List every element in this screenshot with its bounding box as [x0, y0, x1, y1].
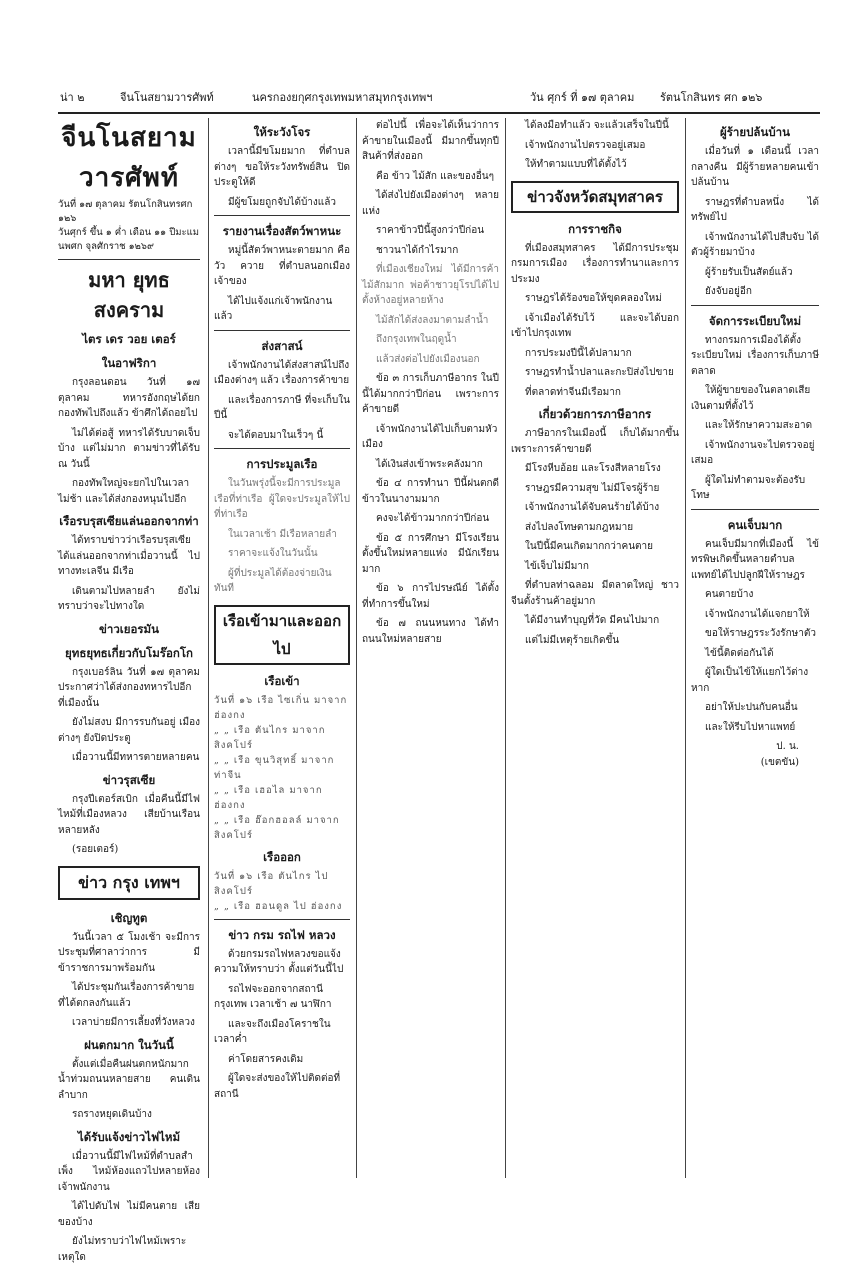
column-1	[58, 118, 200, 1263]
article-paragraph: ด้วยกรมรถไฟหลวงขอแจ้งความให้ทราบว่า ตั้งแต่วันนี้ไป	[214, 948, 344, 975]
section-heading: ผู้ร้ายปล้นบ้าน	[720, 125, 790, 139]
war-byline: ไตร เดร วอย เตอร์	[82, 332, 176, 346]
article-paragraph: ข้อ ๓ การเก็บภาษีอากร ในปีนี้ได้มากกว่าปีก่อน เพราะการค้าขายดี	[362, 373, 499, 415]
article-paragraph: รถไฟจะออกจากสถานีกรุงเทพ เวลาเช้า ๗ นาฬิกา	[214, 983, 332, 1010]
section-heading: ให้ระวังโจร	[253, 125, 311, 139]
article-paragraph: ที่ตำบลท่าฉลอม มีตลาดใหญ่ ชาวจีนตั้งร้านค้าอยู่มาก	[511, 580, 679, 607]
article-paragraph: ยังไม่ทราบว่าไฟไหม้เพราะเหตุใด	[58, 1236, 187, 1263]
article-paragraph: ได้ทราบข่าวว่าเรือรบรุสเซียได้แล่นออกจากท่าเมื่อวานนี้ ไปทางทะเลจีน มีเรือ	[58, 535, 200, 577]
article-paragraph: ในปีนี้มีคนเกิดมากกว่าคนตาย	[525, 541, 654, 552]
column-divider	[208, 118, 209, 1178]
article-paragraph: ราคาข้าวปีนี้สูงกว่าปีก่อน	[376, 225, 485, 236]
article-paragraph: ผู้ที่ประมูลได้ต้องจ่ายเงินทันที	[214, 567, 332, 594]
war-location: ในอาฟริกา	[101, 356, 157, 370]
article-paragraph: และให้รีบไปหาแพทย์	[705, 721, 796, 733]
article-paragraph: ในวันพรุ่งนี้จะมีการประมูลเรือที่ท่าเรือ ผู้ใดจะประมูลให้ไปที่ท่าเรือ	[214, 478, 350, 520]
section-heading: ได้รับแจ้งข่าวไฟไหม้	[77, 1129, 181, 1144]
article-paragraph: ทางกรมการเมืองได้ตั้งระเบียบใหม่ เรื่องการเก็บภาษีตลาด	[691, 334, 819, 377]
article-paragraph: ได้ส่งไปยังเมืองต่างๆ หลายแห่ง	[362, 190, 499, 217]
section-heading: ข่าวเยอรมัน	[99, 621, 159, 636]
section-heading: เกี่ยวด้วยการภาษีอากร	[538, 407, 652, 421]
column-divider	[356, 118, 357, 1178]
article-paragraph: ไม้สักได้ส่งลงมาตามลำน้ำ	[376, 314, 489, 326]
article-paragraph: เมื่อวานนี้มีไฟไหม้ที่ตำบลสำเพ็ง ไหม้ห้องแถวไปหลายห้อง เจ้าพนักงาน	[58, 1150, 200, 1193]
column-divider	[505, 118, 506, 1178]
article-paragraph: ได้มีงานทำบุญที่วัด มีคนไปมาก	[525, 615, 660, 626]
article-paragraph: คงจะได้ข้าวมากกว่าปีก่อน	[376, 513, 490, 524]
ship-row: วันที่ ๑๖ เรือ ตันไกร ไป สิงคโปร์	[214, 870, 329, 897]
shipping-title: เรือเข้ามาและออกไป	[214, 605, 350, 665]
article-paragraph: แล้วส่งต่อไปยังเมืองนอก	[376, 353, 480, 365]
article-paragraph: เจ้าพนักงานได้แจกยาให้	[705, 608, 810, 620]
article-paragraph: ได้ลงมือทำแล้ว จะแล้วเสร็จในปีนี้	[525, 120, 669, 131]
article-paragraph: ผู้ใดจะส่งของให้ไปติดต่อที่สถานี	[214, 1073, 341, 1100]
divider	[691, 305, 819, 306]
article-paragraph: ต่อไปนี้ เพื่อจะได้เห็นว่าการค้าขายในเมืองนี้ มีมากขึ้นทุกปี สินค้าที่ส่งออก	[362, 120, 499, 162]
article-paragraph: ผู้ใดเป็นไข้ให้แยกไว้ต่างหาก	[691, 667, 809, 694]
article-paragraph: กรุงปีเตอร์สเบิก เมื่อคืนนี้มีไฟไหม้ที่เมืองหลวง เสียบ้านเรือนหลายหลัง	[58, 793, 200, 836]
section-heading: คนเจ็บมาก	[727, 517, 783, 532]
ship-row: „ „ เรือ เฮอไล มาจาก ฮ่องกง	[214, 784, 323, 811]
city-name: กรุงเทพฯ	[390, 91, 433, 104]
article-paragraph: ได้ประชุมกันเรื่องการค้าขาย ที่ได้ตกลงกันแล้ว	[58, 982, 195, 1009]
issue-info-line: วันที่ ๑๗ ตุลาคม รัตนโกสินทรศก ๑๒๖	[58, 199, 193, 224]
article-paragraph: ถึงกรุงเทพในฤดูน้ำ	[376, 334, 457, 345]
article-paragraph: ผู้ใดไม่ทำตามจะต้องรับโทษ	[691, 474, 806, 501]
article-paragraph: ที่ตลาดท่าจีนมีเรือมาก	[525, 386, 621, 398]
article-paragraph: ราษฎรที่ตำบลหนึ่ง ได้ทรัพย์ไป	[691, 196, 819, 223]
article-paragraph: หมู่นี้สัตว์พาหนะตายมาก คือ วัว ควาย ที่ตำบลนอกเมือง เจ้าของ	[214, 245, 350, 287]
article-paragraph: ในเวลาเช้า มีเรือหลายลำ	[228, 528, 337, 540]
ship-row: วันที่ ๑๖ เรือ ไซเกิ่น มาจาก ฮ่องกง	[214, 694, 348, 721]
article-paragraph: มีผู้ขโมยถูกจับได้บ้างแล้ว	[228, 196, 336, 208]
article-paragraph: ตั้งแต่เมื่อคืนฝนตกหนักมาก น้ำท่วมถนนหลายสาย คนเดินลำบาก	[58, 1058, 200, 1101]
article-paragraph: ได้ไปดับไฟ ไม่มีคนตาย เสียของบ้าง	[58, 1201, 200, 1228]
article-paragraph: ผู้ร้ายรับเป็นสัตย์แล้ว	[705, 266, 793, 278]
article-paragraph: ไข้นี้ติดต่อกันได้	[705, 647, 774, 659]
article-paragraph: เจ้าพนักงานได้จับคนร้ายได้บ้าง	[525, 502, 660, 513]
article-paragraph: อย่าให้ปะปนกับคนอื่น	[705, 702, 798, 713]
article-paragraph: ยังจับอยู่อีก	[705, 286, 752, 297]
column-4	[511, 118, 679, 1178]
article-paragraph: ไม่ได้ต่อสู้ ทหารได้รับบาดเจ็บบ้าง แต่ไม่มาก ตามข่าวที่ได้รับ ณ วันนี้	[58, 427, 200, 470]
header-rule	[58, 112, 820, 114]
ships-in-heading: เรือเข้า	[264, 673, 300, 688]
article-paragraph: ราษฎรทำน้ำปลาและกะปิส่งไปขาย	[525, 367, 674, 378]
article-paragraph: ราษฎรได้ร้องขอให้ขุดคลองใหม่	[525, 293, 662, 304]
article-paragraph: เจ้าพนักงานได้ไปเก็บตามหัวเมือง	[362, 423, 498, 450]
column-divider	[685, 118, 686, 1178]
section-heading: การประมูลเรือ	[246, 457, 318, 471]
section-heading: เรือรบรุสเซียแล่นออกจากท่า	[59, 514, 199, 528]
article-paragraph: ค่าโดยสารคงเดิม	[228, 1053, 304, 1065]
article-paragraph: (รอยเตอร์)	[72, 844, 119, 855]
section-heading: ส่งสาสน์	[261, 338, 303, 353]
province-news-title: ข่าวจังหวัดสมุทสาคร	[511, 181, 679, 213]
article-paragraph: ขอให้ราษฎรระวังรักษาตัว	[705, 628, 816, 639]
article-paragraph: ข้อ ๕ การศึกษา มีโรงเรียนตั้งขึ้นใหม่หลายแห่ง มีนักเรียนมาก	[362, 532, 499, 575]
ship-row: „ „ เรือ ตันไกร มาจาก สิงคโปร์	[214, 724, 326, 751]
issue-year: รัตนโกสินทร ศก ๑๒๖	[660, 91, 763, 104]
article-paragraph: ให้ทำตามแบบที่ได้ตั้งไว้	[525, 159, 627, 170]
article-paragraph: และเรื่องการภาษี ที่จะเก็บในปีนี้	[214, 394, 351, 421]
article-paragraph: เมื่อวันที่ ๑ เดือนนี้ เวลากลางคืน มีผู้ร้ายหลายคนเข้าปล้นบ้าน	[691, 146, 819, 188]
article-paragraph: ราคาจะแจ้งในวันนั้น	[228, 548, 318, 559]
article-paragraph: กรุงลอนดอน วันที่ ๑๗ ตุลาคม ทหารอังกฤษได้ยกกองทัพไปถึงแล้ว ข้าศึกได้ถอยไป	[58, 377, 200, 419]
article-paragraph: คนตายบ้าง	[705, 589, 754, 600]
article-paragraph: ได้ไปแจ้งแก่เจ้าพนักงานแล้ว	[214, 295, 333, 322]
article-paragraph: และให้รักษาความสะอาด	[705, 420, 813, 431]
divider	[214, 330, 350, 331]
article-paragraph: แต่ไม่มีเหตุร้ายเกิดขึ้น	[525, 634, 620, 646]
office-name: นครกองยกุศกรุงเทพมหาสมุท	[252, 91, 390, 104]
article-paragraph: การประมงปีนี้ได้ปลามาก	[525, 347, 632, 359]
article-paragraph: คนเจ็บมีมากที่เมืองนี้ ไข้ทรพิษเกิดขึ้นหลายตำบล แพทย์ได้ไปปลูกฝีให้ราษฎร	[691, 538, 819, 581]
article-paragraph: ข้อ ๔ การทำนา ปีนี้ฝนตกดี ข้าวในนางามมาก	[362, 478, 499, 505]
article-paragraph: ได้เงินส่งเข้าพระคลังมาก	[376, 458, 483, 470]
section-heading: เชิญทูต	[110, 910, 148, 925]
article-paragraph: วันนี้เวลา ๕ โมงเช้า จะมีการประชุมที่ศาลาว่าการ มีข้าราชการมาพร้อมกัน	[58, 931, 200, 974]
article-paragraph: ที่เมืองเชียงใหม่ ได้มีการค้าไม้สักมาก พ่อค้าชาวยุโรปได้ไปตั้งห้างอยู่หลายห้าง	[362, 264, 499, 306]
section-heading: ฝนตกมาก ในวันนี้	[84, 1037, 174, 1052]
column-5	[691, 118, 819, 1178]
issue-info-line: นพศก จุลศักราช ๑๒๖๙	[58, 241, 154, 252]
paper-name: จีนโนสยามวารศัพท์	[120, 91, 214, 104]
divider	[214, 215, 350, 216]
article-paragraph: มีโรงหีบอ้อย และโรงสีหลายโรง	[525, 463, 661, 474]
issue-date: วัน ศุกร์ ที่ ๑๗ ตุลาคม	[530, 91, 635, 104]
article-paragraph: เวลานี้มีขโมยมาก ที่ตำบลต่างๆ ขอให้ระวังทรัพย์สิน ปิดประตูให้ดี	[214, 146, 350, 188]
page-header	[60, 88, 820, 110]
section-heading: ข่าว กรม รถไฟ หลวง	[228, 927, 336, 942]
article-paragraph: ให้ผู้ขายของในตลาดเสียเงินตามที่ตั้งไว้	[691, 385, 811, 412]
ship-row: „ „ เรือ ฮ๊อกฮอลล์ มาจาก สิงคโปร์	[214, 814, 340, 841]
article-paragraph: ชาวนาได้กำไรมาก	[376, 244, 459, 256]
article-paragraph: เจ้าพนักงานได้ส่งสาสน์ไปถึงเมืองต่างๆ แล้ว เรื่องการค้าขาย	[214, 359, 350, 386]
section-subheading: ยุทธยุทธเกี่ยวกับโมร๊อกโก	[65, 645, 193, 660]
section-subheading: การราชกิจ	[568, 221, 622, 236]
article-paragraph: จะได้ตอบมาในเร็วๆ นี้	[228, 429, 324, 441]
masthead-title: จีนโนสยามวารศัพท์	[61, 123, 197, 193]
article-paragraph: ที่เมืองสมุทสาคร ได้มีการประชุมกรมการเมือง เรื่องการทำนาและการประมง	[511, 242, 679, 285]
ships-out-heading: เรือออก	[263, 849, 301, 864]
article-paragraph: เมื่อวานนี้มีทหารตายหลายคน	[72, 752, 200, 763]
article-paragraph: คือ ข้าว ไม้สัก และของอื่นๆ	[376, 170, 494, 182]
issue-info-line: วันศุกร์ ขึ้น ๑ ค่ำ เดือน ๑๑ ปีมะแม	[58, 227, 199, 238]
article-paragraph: และจะถึงเมืองโคราชในเวลาค่ำ	[214, 1018, 331, 1045]
column-3	[362, 118, 499, 1178]
article-paragraph: ข้อ ๖ การไปรษณีย์ ได้ตั้งที่ทำการขึ้นใหม่	[362, 583, 499, 610]
article-paragraph: ส่งไปลงโทษตามกฎหมาย	[525, 521, 634, 533]
divider	[58, 259, 200, 260]
article-paragraph: ไข้เจ็บไม่มีมาก	[525, 560, 589, 572]
masthead-info	[58, 198, 200, 254]
column-2	[214, 118, 350, 1178]
article-paragraph: เจ้าเมืองได้รับไว้ และจะได้บอกเข้าไปกรุงเทพ	[511, 312, 679, 339]
section-heading: รายงานเรื่องสัตว์พาหนะ	[222, 224, 342, 238]
divider	[214, 919, 350, 920]
article-paragraph: รถรางหยุดเดินบ้าง	[72, 1109, 152, 1120]
article-paragraph: กรุงเบอร์ลิน วันที่ ๑๗ ตุลาคม ประกาศว่าได้ส่งกองทหารไปอีก ที่เมืองนั้น	[58, 666, 200, 709]
article-paragraph: ยังไม่สงบ มีการรบกันอยู่ เมืองต่างๆ ยังปิดประตู	[58, 717, 200, 744]
signature: ป. น.	[776, 741, 799, 752]
article-paragraph: ราษฎรมีความสุข ไม่มีโจรผู้ร้าย	[525, 482, 660, 494]
article-paragraph: เดินตามไปหลายลำ ยังไม่ทราบว่าจะไปทางใด	[58, 585, 200, 612]
divider	[214, 448, 350, 449]
article-paragraph: ข้อ ๗ ถนนหนทาง ได้ทำถนนใหม่หลายสาย	[362, 618, 499, 645]
article-paragraph: กองทัพใหญ่จะยกไปในเวลาไม่ช้า และได้ส่งกองหนุนไปอีก	[58, 478, 190, 505]
section-heading: ข่าวรุสเซีย	[102, 772, 156, 787]
article-paragraph: เจ้าพนักงานจะไปตรวจอยู่เสมอ	[691, 439, 815, 466]
ship-row: „ „ เรือ ฮอนดูล ไป ฮ่องกง	[214, 900, 343, 912]
page-number: น่า ๒	[60, 91, 85, 104]
war-headline: มหา ยุทธสงคราม	[88, 268, 170, 322]
bangkok-news-title: ข่าว กรุง เทพฯ	[58, 866, 200, 900]
signature-note: (เขตขัน)	[760, 757, 799, 768]
article-paragraph: ภาษีอากรในเมืองนี้ เก็บได้มากขึ้น เพราะการค้าขายดี	[511, 428, 679, 455]
divider	[691, 509, 819, 510]
article-paragraph: เจ้าพนักงานได้ไปสืบจับ ได้ตัวผู้ร้ายมาบ้าง	[691, 231, 819, 258]
article-paragraph: เวลาบ่ายมีการเลี้ยงที่วังหลวง	[72, 1017, 195, 1028]
section-heading: จัดการระเบียบใหม่	[708, 313, 802, 328]
article-paragraph: เจ้าพนักงานไปตรวจอยู่เสมอ	[525, 139, 646, 151]
ship-row: „ „ เรือ ขุนวิสุทธิ์ มาจาก ท่าจีน	[214, 754, 335, 781]
